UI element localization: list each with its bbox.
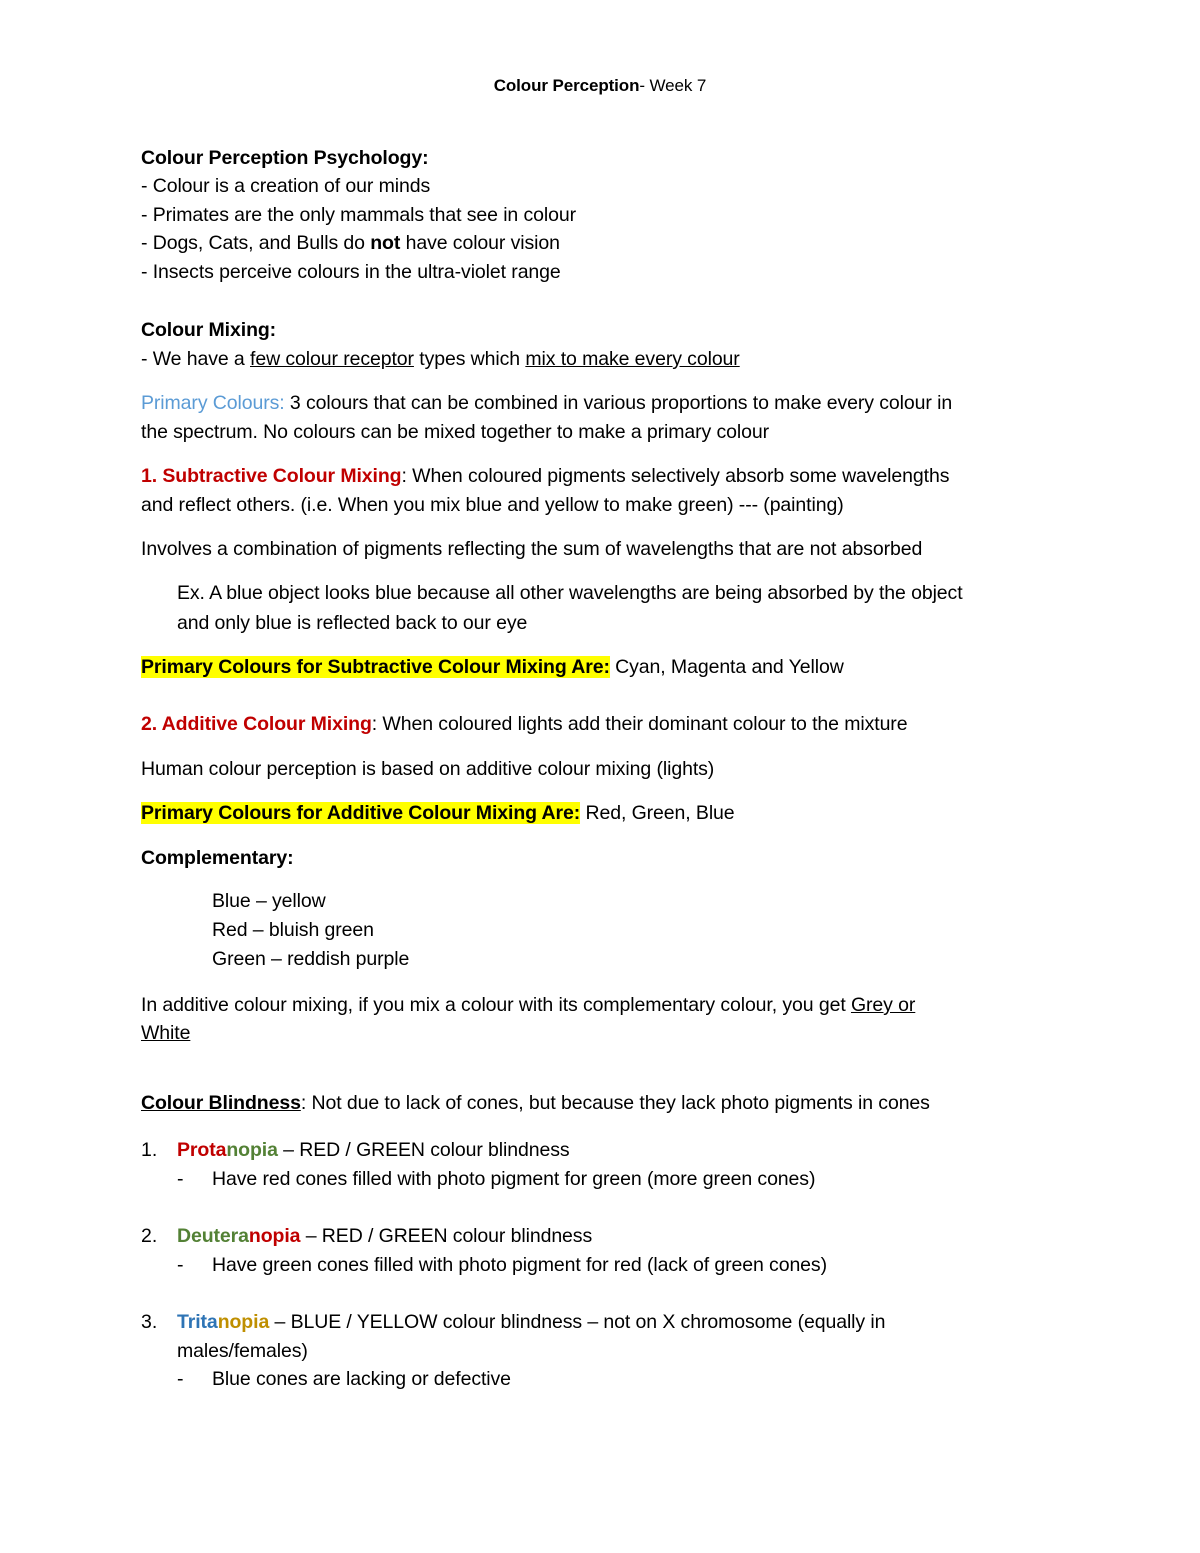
psych-line-1: - Colour is a creation of our minds (141, 175, 431, 197)
psych-line-3-a: - Dogs, Cats, and Bulls do (141, 232, 371, 254)
additive-label: 2. Additive Colour Mixing (141, 713, 372, 735)
complementary-pair-1: Blue – yellow (212, 890, 326, 912)
subtractive-example-2: and only blue is reflected back to our eye (177, 612, 528, 634)
tritanopia-desc: – BLUE / YELLOW colour blindness – not on X chromosome (equally in (269, 1311, 886, 1333)
tritanopia-part-1: Trita (177, 1311, 218, 1333)
primary-line-1 (141, 391, 952, 415)
list-sub-3: Blue cones are lacking or defective (212, 1368, 511, 1390)
subtractive-primaries (141, 655, 844, 679)
list-item-2 (177, 1224, 592, 1248)
protanopia-part-2: nopia (226, 1139, 278, 1161)
page-header (0, 74, 1200, 98)
complementary-heading: Complementary: (141, 847, 294, 869)
subtractive-primaries-value: Cyan, Magenta and Yellow (609, 656, 844, 678)
complementary-note-underline-1: Grey or (850, 994, 916, 1016)
additive-line-1 (141, 712, 907, 736)
subtractive-label: 1. Subtractive Colour Mixing (141, 465, 402, 487)
complementary-pair-2: Red – bluish green (212, 919, 374, 941)
complementary-note-text: In additive colour mixing, if you mix a colour with its complementary colour, you get (141, 994, 851, 1016)
list-item-3 (177, 1310, 885, 1334)
primary-label: Primary Colours: (141, 392, 285, 414)
deuteranopia-desc: – RED / GREEN colour blindness (300, 1225, 593, 1247)
mixing-line-1-c: types which (413, 348, 526, 370)
psych-heading: Colour Perception Psychology: (141, 147, 429, 169)
list-dash-2: - (177, 1254, 184, 1276)
list-number-1: 1. (141, 1139, 158, 1161)
list-item-1 (177, 1138, 570, 1162)
protanopia-desc: – RED / GREEN colour blindness (277, 1139, 570, 1161)
subtractive-line-2: and reflect others. (i.e. When you mix blue and yellow to make green) --- (painting) (141, 494, 844, 516)
complementary-note-1 (141, 993, 915, 1017)
tritanopia-part-2: nopia (217, 1311, 270, 1333)
complementary-pair-3: Green – reddish purple (212, 948, 410, 970)
protanopia-part-1: Prota (177, 1139, 227, 1161)
psych-line-4: - Insects perceive colours in the ultra-violet range (141, 261, 561, 283)
list-item-3-cont: males/females) (177, 1340, 308, 1362)
deuteranopia-part-2: nopia (248, 1225, 301, 1247)
subtractive-involves: Involves a combination of pigments reflecting the sum of wavelengths that are not absorbed (141, 538, 923, 560)
blindness-heading-rest: : Not due to lack of cones, but because they lack photo pigments in cones (300, 1092, 930, 1114)
mixing-line-1 (141, 347, 740, 371)
subtractive-text-1: : When coloured pigments selectively absorb some wavelengths (401, 465, 950, 487)
blindness-heading-line (141, 1091, 930, 1115)
mixing-line-1-u2: mix to make every colour (525, 348, 740, 370)
additive-text-1: : When coloured lights add their dominant colour to the mixture (371, 713, 908, 735)
list-sub-1: Have red cones filled with photo pigment for green (more green cones) (212, 1168, 816, 1190)
psych-line-2: - Primates are the only mammals that see in colour (141, 204, 577, 226)
list-sub-2: Have green cones filled with photo pigment for red (lack of green cones) (212, 1254, 827, 1276)
primary-text-1: 3 colours that can be combined in various proportions to make every colour in (284, 392, 953, 414)
header-title: Colour Perception (493, 76, 640, 95)
deuteranopia-part-1: Deutera (177, 1225, 249, 1247)
primary-line-2: the spectrum. No colours can be mixed together to make a primary colour (141, 421, 770, 443)
subtractive-line-1 (141, 464, 949, 488)
complementary-note-2: White (141, 1022, 191, 1044)
mixing-line-1-u1: few colour receptor (250, 348, 414, 370)
additive-primaries-value: Red, Green, Blue (580, 802, 735, 824)
psych-line-3 (141, 231, 560, 255)
list-dash-1: - (177, 1168, 184, 1190)
list-number-2: 2. (141, 1225, 158, 1247)
list-number-3: 3. (141, 1311, 158, 1333)
psych-line-3-c: have colour vision (400, 232, 560, 254)
subtractive-primaries-label: Primary Colours for Subtractive Colour Mixing Are: (141, 656, 610, 678)
additive-human: Human colour perception is based on additive colour mixing (lights) (141, 758, 715, 780)
blindness-heading: Colour Blindness (141, 1092, 301, 1114)
mixing-line-1-a: - We have a (141, 348, 250, 370)
additive-primaries-label: Primary Colours for Additive Colour Mixing Are: (141, 802, 581, 824)
additive-primaries (141, 801, 735, 825)
list-dash-3: - (177, 1368, 184, 1390)
mixing-heading: Colour Mixing: (141, 319, 277, 341)
psych-line-3-bold: not (370, 232, 401, 254)
subtractive-example-1: Ex. A blue object looks blue because all other wavelengths are being absorbed by the object (177, 582, 963, 604)
header-week: - Week 7 (639, 76, 707, 95)
